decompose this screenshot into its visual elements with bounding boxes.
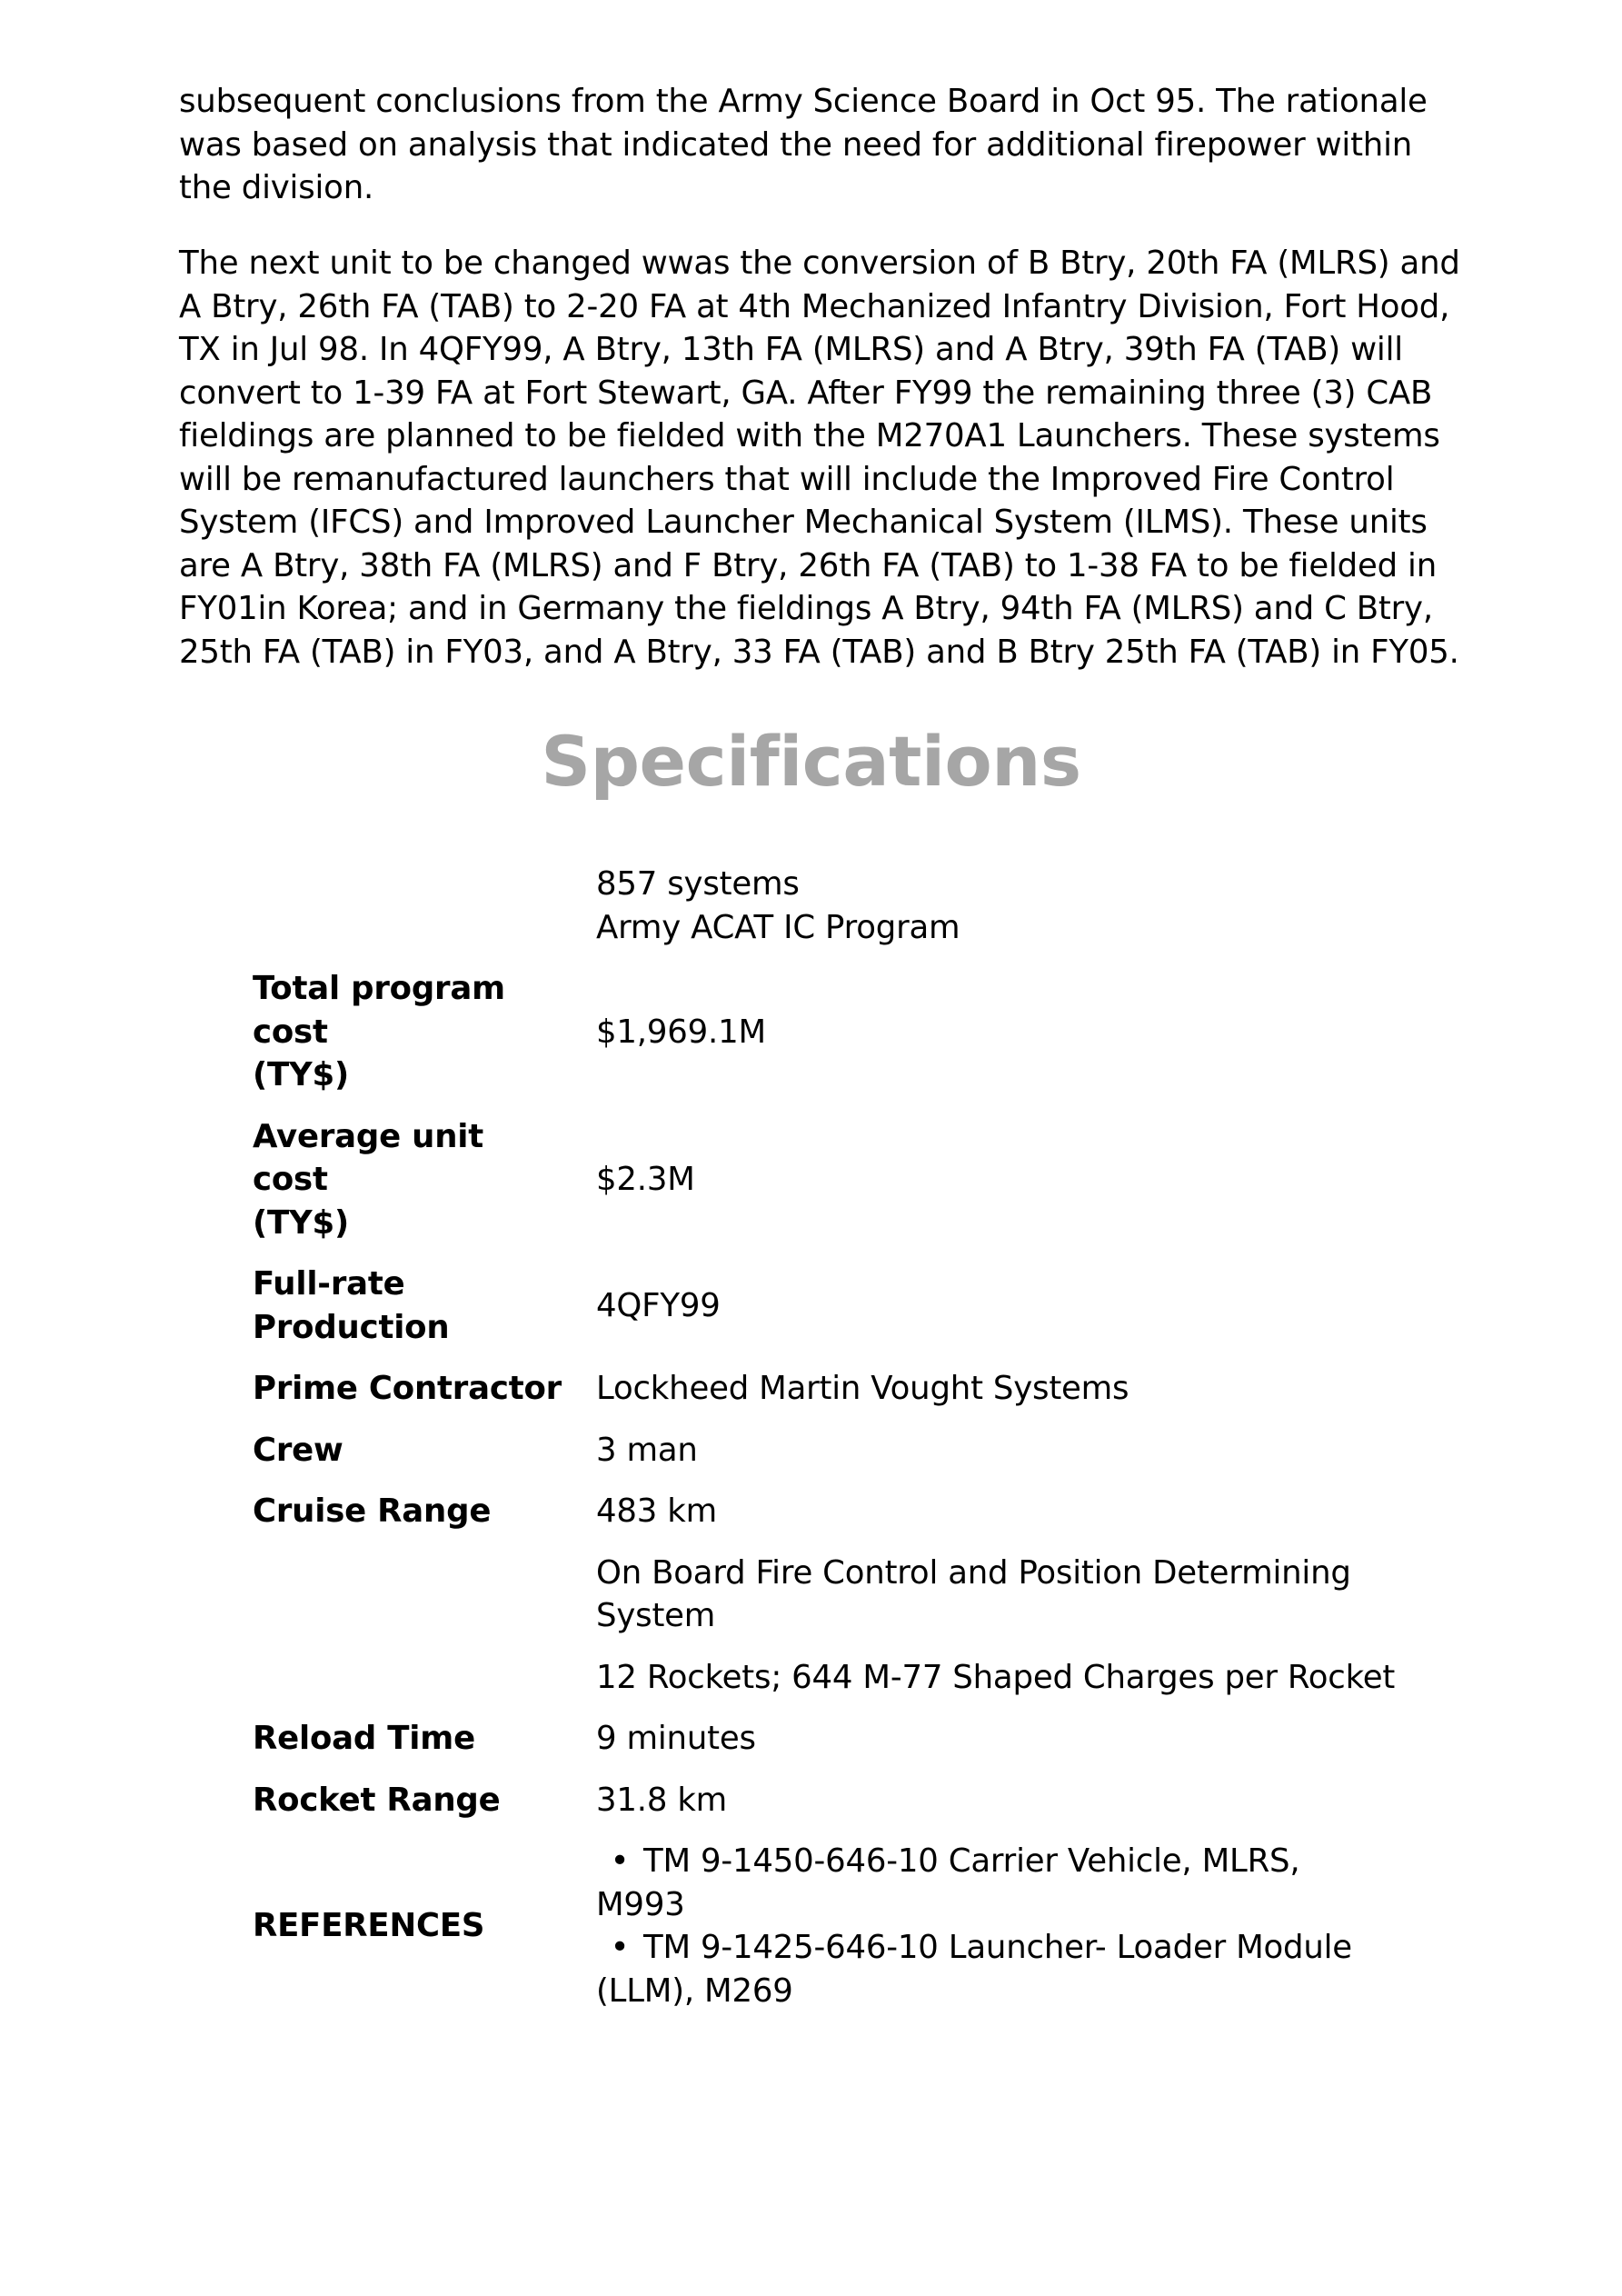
spec-label-reload-time: Reload Time bbox=[253, 1720, 475, 1757]
program-quantity: 857 systems bbox=[596, 865, 800, 903]
reference-text: TM 9-1450-646-10 Carrier Vehicle, MLRS, bbox=[643, 1842, 1300, 1880]
spec-row-prime-contractor bbox=[238, 1358, 1419, 1420]
spec-value-program bbox=[582, 854, 1419, 958]
spec-value-reload-time: 9 minutes bbox=[596, 1720, 756, 1757]
body-paragraph-1: subsequent conclusions from the Army Science Board in Oct 95. The rationale was based on analysis that indicated the need for additional firepower within the division. bbox=[179, 83, 1428, 206]
spec-label-empty bbox=[238, 1542, 582, 1647]
spec-label-empty bbox=[238, 1647, 582, 1709]
specifications-table bbox=[238, 854, 1419, 2021]
spec-value-full-rate-production: 4QFY99 bbox=[596, 1286, 721, 1324]
spec-label-line: (TY$) bbox=[253, 1203, 350, 1242]
spec-row-total-program-cost bbox=[238, 958, 1419, 1106]
spec-label-total-program-cost bbox=[238, 958, 582, 1106]
spec-label-references: REFERENCES bbox=[253, 1907, 485, 1945]
spec-label-cruise-range: Cruise Range bbox=[253, 1492, 492, 1530]
spec-value-cruise-range: 483 km bbox=[596, 1492, 717, 1530]
spec-value-fire-control bbox=[582, 1542, 1419, 1647]
spec-label-line: (TY$) bbox=[253, 1056, 350, 1093]
spec-value-prime-contractor: Lockheed Martin Vought Systems bbox=[596, 1370, 1129, 1407]
reference-item-continuation: (LLM), M269 bbox=[596, 1972, 793, 2010]
spec-row-average-unit-cost bbox=[238, 1106, 1419, 1254]
spec-label-rocket-range: Rocket Range bbox=[253, 1781, 501, 1819]
spec-value-line: System bbox=[596, 1597, 716, 1634]
spec-row-references bbox=[238, 1831, 1419, 2021]
bullet-icon: • bbox=[610, 1929, 630, 1966]
spec-value-line: On Board Fire Control and Position Determining bbox=[596, 1553, 1351, 1592]
body-paragraph-2: The next unit to be changed wwas the conversion of B Btry, 20th FA (MLRS) and A Btry, 26th FA (TAB) to 2-20 FA at 4th Mechanized Infantry Division, Fort Hood, TX in Jul 98. In 4QFY99, A Btry, 13th FA (MLRS) and A Btry, 39th FA (TAB) will convert to 1-39 FA at Fort Stewart, GA. After FY99 the remaining three (3) CAB fieldings are planned to be fielded with the M270A1 Launchers. These systems will be remanufactured launchers that will include the Improved Fire Control System (IFCS) and Improved Launcher Mechanical System (ILMS). These units are A Btry, 38th FA (MLRS) and F Btry, 26th FA (TAB) to 1-38 FA to be fielded in FY01in Korea; and in Germany the fieldings A Btry, 94th FA (MLRS) and C Btry, 25th FA (TAB) in FY03, and A Btry, 33 FA (TAB) and B Btry 25th FA (TAB) in FY05. bbox=[179, 245, 1460, 671]
spec-value-rockets: 12 Rockets; 644 M-77 Shaped Charges per Rocket bbox=[596, 1658, 1396, 1696]
reference-text: TM 9-1425-646-10 Launcher- Loader Module bbox=[643, 1929, 1352, 1966]
bullet-icon: • bbox=[610, 1842, 630, 1880]
spec-label-line: Full-rate bbox=[253, 1265, 405, 1303]
program-category: Army ACAT IC Program bbox=[596, 908, 960, 946]
spec-row-rockets bbox=[238, 1647, 1419, 1709]
spec-label-line: Total program cost bbox=[253, 970, 505, 1051]
reference-item bbox=[596, 1926, 1405, 1970]
spec-row-reload-time bbox=[238, 1708, 1419, 1770]
spec-row-fire-control bbox=[238, 1542, 1419, 1647]
spec-row-cruise-range bbox=[238, 1481, 1419, 1542]
spec-label-crew: Crew bbox=[253, 1431, 343, 1469]
spec-value-average-unit-cost: $2.3M bbox=[596, 1161, 695, 1198]
spec-label-line: Average unit cost bbox=[253, 1117, 484, 1198]
spec-value-references bbox=[582, 1831, 1419, 2021]
spec-label-empty bbox=[238, 854, 582, 958]
section-heading-specifications: Specifications bbox=[541, 721, 1081, 802]
spec-label-full-rate-production bbox=[238, 1253, 582, 1358]
spec-value-total-program-cost: $1,969.1M bbox=[596, 1013, 766, 1051]
spec-row-program bbox=[238, 854, 1419, 958]
spec-row-rocket-range bbox=[238, 1770, 1419, 1832]
spec-value-rocket-range: 31.8 km bbox=[596, 1781, 728, 1819]
spec-row-crew bbox=[238, 1420, 1419, 1482]
reference-item-continuation: M993 bbox=[596, 1885, 685, 1923]
spec-label-average-unit-cost bbox=[238, 1106, 582, 1254]
spec-label-prime-contractor: Prime Contractor bbox=[253, 1370, 562, 1407]
spec-label-line: Production bbox=[253, 1308, 450, 1346]
reference-item bbox=[596, 1840, 1405, 1883]
spec-value-crew: 3 man bbox=[596, 1431, 698, 1469]
spec-row-full-rate-production bbox=[238, 1253, 1419, 1358]
